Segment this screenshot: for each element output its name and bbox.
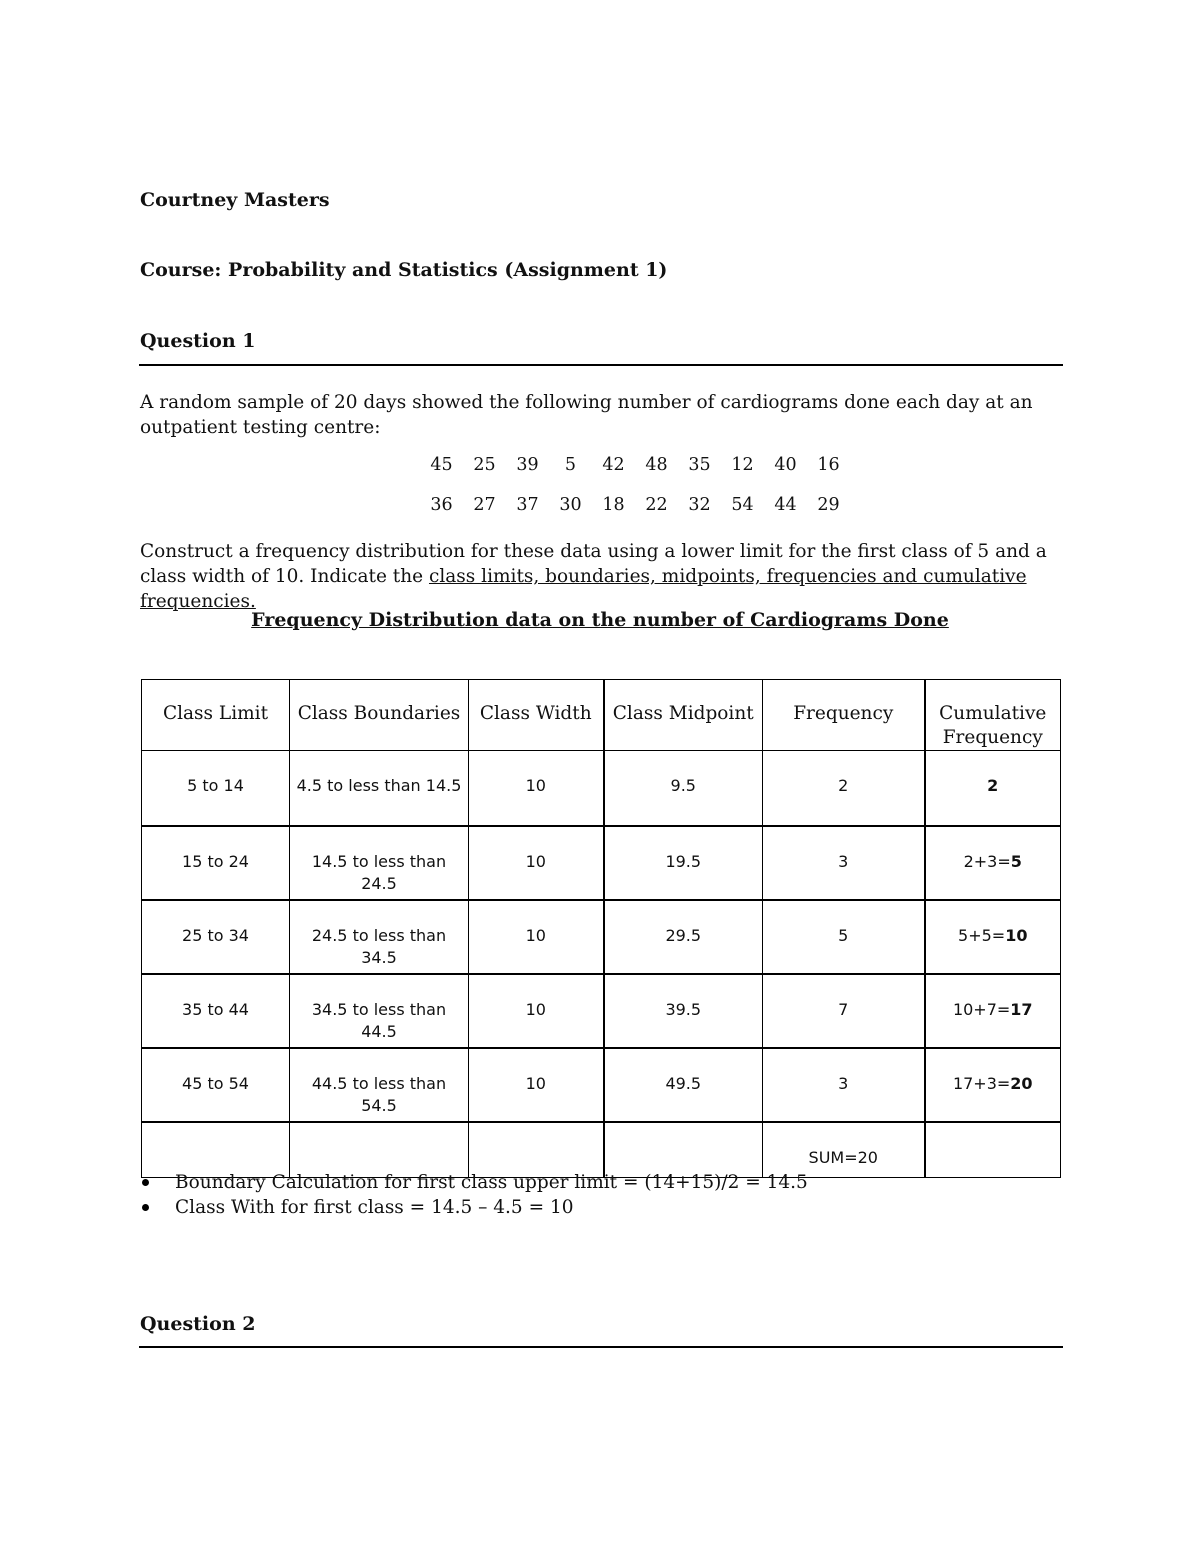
cell-class-midpoint: 9.5 bbox=[604, 751, 763, 827]
data-row-1 bbox=[420, 455, 850, 475]
data-value: 36 bbox=[430, 495, 453, 515]
cell-cumulative-frequency bbox=[925, 826, 1061, 900]
cell-class-boundaries: 34.5 to less than 44.5 bbox=[290, 974, 469, 1048]
data-value: 27 bbox=[473, 495, 496, 515]
data-value: 35 bbox=[688, 455, 711, 475]
cell-class-width: 10 bbox=[469, 974, 604, 1048]
cell-class-width: 10 bbox=[469, 751, 604, 827]
cell-class-limit: 15 to 24 bbox=[142, 826, 290, 900]
question-1-instruction bbox=[140, 539, 1070, 614]
data-value: 12 bbox=[731, 455, 754, 475]
bullet-icon bbox=[142, 1179, 149, 1186]
cell-class-limit: 25 to 34 bbox=[142, 900, 290, 974]
header-class-midpoint: Class Midpoint bbox=[604, 680, 763, 751]
header-class-boundaries: Class Boundaries bbox=[290, 680, 469, 751]
data-value: 40 bbox=[774, 455, 797, 475]
instruction-text: Construct a frequency distribution for these data using a lower limit for the first class of 5 and a class width of 10. Indicate the bbox=[140, 541, 1047, 587]
cell-class-width: 10 bbox=[469, 1048, 604, 1122]
cell-class-width: 10 bbox=[469, 900, 604, 974]
cell-class-boundaries: 4.5 to less than 14.5 bbox=[290, 751, 469, 827]
instruction-underlined: class limits, boundaries, midpoints, frequencies and cumulative frequencies. bbox=[140, 566, 1027, 612]
course-title: Course: Probability and Statistics (Assignment 1) bbox=[140, 259, 668, 281]
cell-frequency-sum: SUM=20 bbox=[763, 1122, 925, 1178]
frequency-table bbox=[141, 679, 1061, 1178]
question-1-intro: A random sample of 20 days showed the following number of cardiograms done each day at an outpatient testing centre: bbox=[140, 392, 1033, 438]
data-value: 18 bbox=[602, 495, 625, 515]
data-value: 39 bbox=[516, 455, 539, 475]
cell-frequency: 3 bbox=[763, 1048, 925, 1122]
data-value: 44 bbox=[774, 495, 797, 515]
cell-cumulative-frequency bbox=[925, 974, 1061, 1048]
table-title: Frequency Distribution data on the number of Cardiograms Done bbox=[251, 609, 949, 631]
bullet-icon bbox=[142, 1204, 149, 1211]
data-value: 54 bbox=[731, 495, 754, 515]
cell-frequency: 7 bbox=[763, 974, 925, 1048]
cell-class-boundaries: 14.5 to less than 24.5 bbox=[290, 826, 469, 900]
list-item bbox=[140, 1170, 808, 1195]
data-value: 30 bbox=[559, 495, 582, 515]
cell-class-limit: 35 to 44 bbox=[142, 974, 290, 1048]
cell-class-midpoint: 19.5 bbox=[604, 826, 763, 900]
table-row bbox=[142, 1048, 1061, 1122]
data-value: 22 bbox=[645, 495, 668, 515]
header-frequency: Frequency bbox=[763, 680, 925, 751]
table-row bbox=[142, 900, 1061, 974]
question-1-heading: Question 1 bbox=[140, 330, 256, 352]
cell-class-midpoint: 29.5 bbox=[604, 900, 763, 974]
cell-class-width: 10 bbox=[469, 826, 604, 900]
cell-cumulative-frequency bbox=[925, 751, 1061, 827]
cum-calc: 2+3= bbox=[963, 852, 1011, 871]
author-name: Courtney Masters bbox=[140, 189, 330, 211]
cell-frequency: 2 bbox=[763, 751, 925, 827]
header-cumulative-frequency: Cumulative Frequency bbox=[925, 680, 1061, 751]
data-row-2 bbox=[420, 495, 850, 515]
table-row bbox=[142, 826, 1061, 900]
cum-total: 20 bbox=[1010, 1074, 1033, 1093]
note-text: Boundary Calculation for first class upper limit = (14+15)/2 = 14.5 bbox=[175, 1172, 808, 1193]
header-class-width: Class Width bbox=[469, 680, 604, 751]
notes-list bbox=[140, 1170, 808, 1220]
header-class-limit: Class Limit bbox=[142, 680, 290, 751]
table-row bbox=[142, 751, 1061, 827]
cum-total: 17 bbox=[1010, 1000, 1033, 1019]
empty-cell bbox=[925, 1122, 1061, 1178]
cell-cumulative-frequency bbox=[925, 900, 1061, 974]
cum-calc: 5+5= bbox=[958, 926, 1006, 945]
cell-class-limit: 45 to 54 bbox=[142, 1048, 290, 1122]
cum-calc: 10+7= bbox=[952, 1000, 1011, 1019]
table-row bbox=[142, 974, 1061, 1048]
data-value: 48 bbox=[645, 455, 668, 475]
data-value: 42 bbox=[602, 455, 625, 475]
question-2-rule bbox=[139, 1346, 1063, 1348]
cell-class-midpoint: 39.5 bbox=[604, 974, 763, 1048]
cell-class-midpoint: 49.5 bbox=[604, 1048, 763, 1122]
data-value: 5 bbox=[564, 455, 577, 475]
table-header-row bbox=[142, 680, 1061, 751]
cum-total: 10 bbox=[1005, 926, 1028, 945]
cell-class-boundaries: 44.5 to less than 54.5 bbox=[290, 1048, 469, 1122]
list-item bbox=[140, 1195, 808, 1220]
cell-frequency: 3 bbox=[763, 826, 925, 900]
cell-class-limit: 5 to 14 bbox=[142, 751, 290, 827]
cum-calc: 17+3= bbox=[952, 1074, 1011, 1093]
cell-class-boundaries: 24.5 to less than 34.5 bbox=[290, 900, 469, 974]
data-value: 37 bbox=[516, 495, 539, 515]
data-value: 32 bbox=[688, 495, 711, 515]
data-value: 29 bbox=[817, 495, 840, 515]
cell-cumulative-frequency bbox=[925, 1048, 1061, 1122]
note-text: Class With for first class = 14.5 – 4.5 = 10 bbox=[175, 1197, 574, 1218]
cum-total: 2 bbox=[987, 776, 999, 795]
cell-frequency: 5 bbox=[763, 900, 925, 974]
data-value: 25 bbox=[473, 455, 496, 475]
cum-total: 5 bbox=[1010, 852, 1022, 871]
question-2-heading: Question 2 bbox=[140, 1313, 256, 1335]
data-value: 16 bbox=[817, 455, 840, 475]
question-1-rule bbox=[139, 364, 1063, 366]
data-value: 45 bbox=[430, 455, 453, 475]
